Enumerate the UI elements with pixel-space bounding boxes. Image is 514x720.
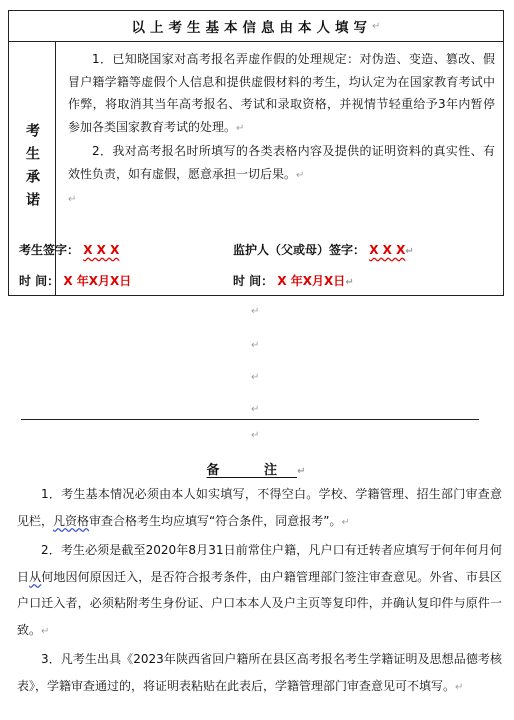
notes-title	[0, 459, 514, 478]
note-2	[17, 537, 502, 645]
student-sign-value: X X X	[83, 243, 120, 257]
paragraph-mark-icon: ↵	[41, 625, 50, 637]
note-1	[17, 481, 502, 536]
date-label-right: 时 间：	[233, 274, 274, 288]
guardian-sign-value: X X X	[369, 243, 406, 257]
paragraph-mark-icon: ↵	[341, 516, 350, 528]
horizontal-divider	[21, 419, 479, 420]
note-2-text-b: 从	[29, 569, 42, 584]
notes-section	[17, 481, 502, 701]
commitment-text-1: 1．已知晓国家对高考报名弄虚作假的处理规定：对伪造、变造、篡改、假冒户籍学籍等虚假个人信息和提供虚假材料的考生，均认定为在国家教育考试中作弊，将取消其当年高考报名、考试和录取资格，并视情节轻重给予3年内暂停参加各类国家教育考试的处理。	[68, 52, 495, 134]
paragraph-mark-icon: ↵	[405, 246, 414, 257]
paragraph-mark-icon: ↵	[251, 404, 260, 415]
table-header	[9, 11, 503, 42]
notes-title-text: 备 注	[206, 463, 298, 478]
note-2-text-a: 2．考生必须是截至2020年8月31日前常住户籍，凡户口有迁转者应填写于何年何月何日	[17, 543, 502, 584]
paragraph-mark-icon: ↵	[345, 277, 354, 288]
paragraph-mark-icon: ↵	[372, 20, 381, 32]
side-label: 考生承诺	[24, 122, 40, 215]
note-2-text-c: 何地因何原因迁入，是否符合报考条件，由户籍管理部门签注审查意见。外省、市县区户口迁入者，必须粘附考生身份证、户口本本人及户主页等复印件，并确认复印件与原件一致。	[17, 569, 502, 637]
note-1-text-c: 审查合格考生均应填写“符合条件，同意报考”。	[89, 513, 342, 528]
paragraph-mark-icon: ↵	[251, 306, 260, 317]
commitment-text-2: 2．我对高考报名时所填写的各类表格内容及提供的证明资料的真实性、有效性负责，如有虚假，愿意承担一切后果。	[68, 144, 495, 181]
signature-row	[19, 241, 495, 258]
student-date	[19, 272, 233, 289]
paragraph-mark-icon: ↵	[236, 122, 245, 134]
guardian-date	[233, 272, 354, 289]
note-3-text: 3．凡考生出具《2023年陕西省回户籍所在县区高考报名考生学籍证明及思想品德考核表》，学籍审查通过的，将证明表粘贴在此表后，学籍管理部门审查意见可不填写。	[17, 652, 502, 693]
guardian-signature	[233, 241, 414, 258]
empty-paragraph	[68, 187, 495, 212]
date-label-left: 时 间：	[19, 274, 60, 288]
date-value-left: X 年X月X日	[63, 274, 132, 288]
commitment-paragraph-1	[68, 48, 495, 140]
date-row	[19, 272, 495, 289]
date-value-right: X 年X月X日	[277, 274, 346, 288]
paragraph-mark-icon: ↵	[297, 466, 326, 477]
paragraph-mark-icon: ↵	[296, 169, 305, 181]
commitment-paragraph-2	[68, 140, 495, 187]
note-1-text-a: 1．考生基本情况必须由本人如实填写，不得空白。学校、学籍管理、招生部门审查意见栏，	[17, 487, 502, 528]
student-sign-label: 考生签字：	[19, 243, 80, 257]
student-signature	[19, 241, 233, 258]
guardian-sign-label: 监护人（父或母）签字：	[233, 243, 366, 257]
commitment-table	[8, 10, 504, 296]
paragraph-mark-icon: ↵	[68, 194, 77, 205]
paragraph-mark-icon: ↵	[251, 340, 260, 351]
paragraph-mark-icon: ↵	[455, 681, 464, 693]
note-1-text-b: 凡资格	[53, 513, 90, 528]
table-title: 以上考生基本信息由本人填写	[131, 20, 373, 36]
paragraph-mark-icon: ↵	[251, 372, 260, 383]
paragraph-mark-icon: ↵	[251, 430, 260, 441]
note-3	[17, 646, 502, 701]
